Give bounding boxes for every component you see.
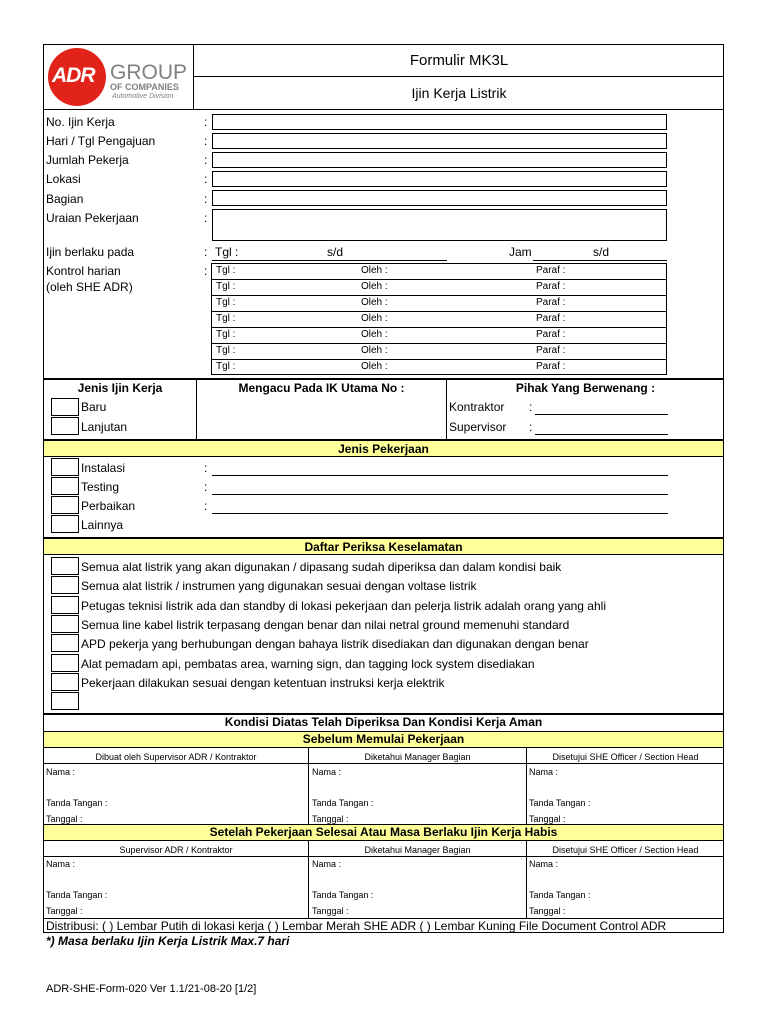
field-colon: : xyxy=(204,480,208,494)
kontraktor-label: Kontraktor xyxy=(449,400,505,414)
before-signature-nama-label: Nama : xyxy=(529,767,559,777)
authority-header: Pihak Yang Berwenang : xyxy=(515,381,656,395)
company-logo xyxy=(48,48,192,106)
field-label-hari-tgl: Hari / Tgl Pengajuan xyxy=(46,134,156,148)
after-signature-nama-label: Nama : xyxy=(529,859,559,869)
daily-control-sublabel: (oleh SHE ADR) xyxy=(46,280,133,294)
validity-time-line[interactable] xyxy=(533,260,667,261)
daily-control-tgl: Tgl : xyxy=(216,329,236,340)
field-label-bagian: Bagian xyxy=(46,192,84,206)
after-signature-nama-label: Nama : xyxy=(312,859,342,869)
daily-control-tgl: Tgl : xyxy=(216,281,236,292)
daily-control-paraf: Paraf : xyxy=(536,265,566,276)
checklist-checkbox[interactable] xyxy=(51,634,79,652)
daily-control-paraf: Paraf : xyxy=(536,361,566,372)
checklist-checkbox[interactable] xyxy=(51,654,79,672)
distribution-text: Distribusi: ( ) Lembar Putih di lokasi kerja ( ) Lembar Merah SHE ADR ( ) Lembar Kuning File Document Control ADR xyxy=(46,919,667,933)
after-signature-ttd-label: Tanda Tangan : xyxy=(529,890,591,900)
daily-control-tgl: Tgl : xyxy=(216,313,236,324)
checklist-item-label: Alat pemadam api, pembatas area, warning sign, dan tagging lock system disediakan xyxy=(81,656,535,671)
validity-jam-label: Jam xyxy=(509,245,532,259)
form-title: Formulir MK3L xyxy=(409,52,509,69)
after-col-supervisor: Supervisor ADR / Kontraktor xyxy=(119,845,233,855)
work-type-input-line[interactable] xyxy=(212,494,668,495)
validity-tgl-label: Tgl : xyxy=(215,245,239,259)
before-header: Sebelum Memulai Pekerjaan xyxy=(302,732,465,746)
uraian-input[interactable] xyxy=(212,209,667,241)
daily-control-row[interactable] xyxy=(212,311,666,326)
checklist-checkbox[interactable] xyxy=(51,673,79,691)
work-type-header: Jenis Pekerjaan xyxy=(338,442,429,456)
lanjutan-label: Lanjutan xyxy=(81,420,128,434)
daily-control-row[interactable] xyxy=(212,263,666,278)
before-col-supervisor: Dibuat oleh Supervisor ADR / Kontraktor xyxy=(95,752,257,762)
jumlah-pekerja-input[interactable] xyxy=(212,152,667,168)
field-label-jumlah-pekerja: Jumlah Pekerja xyxy=(46,153,129,167)
daily-control-oleh: Oleh : xyxy=(361,313,388,324)
daily-control-oleh: Oleh : xyxy=(361,345,388,356)
work-type-checkbox[interactable] xyxy=(51,496,79,514)
daily-control-oleh: Oleh : xyxy=(361,281,388,292)
field-colon: : xyxy=(204,115,208,129)
work-type-label: Testing xyxy=(81,480,120,494)
before-col-manager: Diketahui Manager Bagian xyxy=(364,752,471,762)
after-signature-tanggal-label: Tanggal : xyxy=(46,906,83,916)
after-col-manager: Diketahui Manager Bagian xyxy=(364,845,471,855)
checklist-item-label: Semua line kabel listrik terpasang dengan benar dan nilai netral ground memenuhi standard xyxy=(81,617,570,632)
before-signature-nama-label: Nama : xyxy=(312,767,342,777)
daily-control-row[interactable] xyxy=(212,343,666,358)
ik-reference-header: Mengacu Pada IK Utama No : xyxy=(238,381,405,395)
work-type-input-line[interactable] xyxy=(212,513,668,514)
daily-control-paraf: Paraf : xyxy=(536,313,566,324)
before-signature-tanggal-label: Tanggal : xyxy=(312,814,349,824)
checklist-item-label: Pekerjaan dilakukan sesuai dengan ketentuan instruksi kerja elektrik xyxy=(81,675,445,690)
daily-control-row[interactable] xyxy=(212,279,666,294)
checklist-item-label: APD pekerja yang berhubungan dengan bahaya listrik disediakan dan digunakan dengan benar xyxy=(81,637,589,652)
work-type-input-line[interactable] xyxy=(212,475,668,476)
approval-title: Kondisi Diatas Telah Diperiksa Dan Kondisi Kerja Aman xyxy=(224,715,543,729)
field-colon: : xyxy=(529,420,533,434)
field-label-lokasi: Lokasi xyxy=(46,172,81,186)
permit-type-header: Jenis Ijin Kerja xyxy=(77,381,163,395)
checklist-item-label: Petugas teknisi listrik ada dan standby di lokasi pekerjaan dan pelerja listrik adalah orang yang ahli xyxy=(81,598,606,613)
before-signature-ttd-label: Tanda Tangan : xyxy=(312,798,374,808)
field-colon: : xyxy=(204,192,208,206)
after-signature-ttd-label: Tanda Tangan : xyxy=(312,890,374,900)
field-label-no-ijin: No. Ijin Kerja xyxy=(46,115,115,129)
daily-control-row[interactable] xyxy=(212,359,666,374)
daily-control-label: Kontrol harian xyxy=(46,264,121,278)
daily-control-row[interactable] xyxy=(212,295,666,310)
hari-tgl-input[interactable] xyxy=(212,133,667,149)
lokasi-input[interactable] xyxy=(212,171,667,187)
supervisor-label: Supervisor xyxy=(449,420,507,434)
kontraktor-input-line[interactable] xyxy=(535,414,668,415)
lanjutan-checkbox[interactable] xyxy=(51,417,79,435)
work-type-label: Lainnya xyxy=(81,518,124,532)
field-colon: : xyxy=(529,400,533,414)
daily-control-paraf: Paraf : xyxy=(536,345,566,356)
logo-adr-text: ADR xyxy=(52,64,95,87)
bagian-input[interactable] xyxy=(212,190,667,206)
work-type-label: Instalasi xyxy=(81,461,126,475)
before-signature-ttd-label: Tanda Tangan : xyxy=(46,798,108,808)
before-signature-ttd-label: Tanda Tangan : xyxy=(529,798,591,808)
checklist-checkbox[interactable] xyxy=(51,576,79,594)
daily-control-tgl: Tgl : xyxy=(216,345,236,356)
supervisor-input-line[interactable] xyxy=(535,434,668,435)
before-signature-tanggal-label: Tanggal : xyxy=(46,814,83,824)
after-header: Setelah Pekerjaan Selesai Atau Masa Berlaku Ijin Kerja Habis xyxy=(209,825,558,839)
daily-control-paraf: Paraf : xyxy=(536,297,566,308)
field-colon: : xyxy=(204,211,208,225)
baru-label: Baru xyxy=(81,400,107,414)
validity-date-line[interactable] xyxy=(212,260,447,261)
validity-sd2-label: s/d xyxy=(593,245,610,259)
before-col-she: Disetujui SHE Officer / Section Head xyxy=(552,752,699,762)
checklist-checkbox[interactable] xyxy=(51,692,79,710)
field-colon: : xyxy=(204,499,208,513)
daily-control-paraf: Paraf : xyxy=(536,281,566,292)
after-signature-tanggal-label: Tanggal : xyxy=(529,906,566,916)
daily-control-oleh: Oleh : xyxy=(361,361,388,372)
checklist-item-label: Semua alat listrik / instrumen yang digunakan sesuai dengan voltase listrik xyxy=(81,579,477,594)
daily-control-oleh: Oleh : xyxy=(361,265,388,276)
work-type-checkbox[interactable] xyxy=(51,515,79,533)
logo-of-companies-text: OF COMPANIES xyxy=(110,82,179,92)
work-type-checkbox[interactable] xyxy=(51,477,79,495)
checklist-item-label: Semua alat listrik yang akan digunakan / dipasang sudah diperiksa dan dalam kondisi baik xyxy=(81,560,562,574)
after-signature-tanggal-label: Tanggal : xyxy=(312,906,349,916)
form-subtitle: Ijin Kerja Listrik xyxy=(411,85,507,101)
field-label-uraian: Uraian Pekerjaan xyxy=(46,211,139,225)
work-type-checkbox[interactable] xyxy=(51,458,79,476)
work-type-label: Perbaikan xyxy=(81,499,136,513)
before-signature-nama-label: Nama : xyxy=(46,767,76,777)
daily-control-tgl: Tgl : xyxy=(216,297,236,308)
field-colon: : xyxy=(204,134,208,148)
field-colon: : xyxy=(204,461,208,475)
checklist-checkbox[interactable] xyxy=(51,615,79,633)
validity-sd-label: s/d xyxy=(327,245,344,259)
daily-control-tgl: Tgl : xyxy=(216,361,236,372)
checklist-checkbox[interactable] xyxy=(51,557,79,575)
validity-note: *) Masa berlaku Ijin Kerja Listrik Max.7 hari xyxy=(46,934,290,948)
after-signature-nama-label: Nama : xyxy=(46,859,76,869)
field-colon: : xyxy=(204,153,208,167)
daily-control-paraf: Paraf : xyxy=(536,329,566,340)
logo-group-text: GROUP xyxy=(110,61,188,84)
daily-control-row[interactable] xyxy=(212,327,666,342)
daily-control-oleh: Oleh : xyxy=(361,329,388,340)
daily-control-oleh: Oleh : xyxy=(361,297,388,308)
validity-label: Ijin berlaku pada xyxy=(46,245,135,259)
field-colon: : xyxy=(204,172,208,186)
checklist-header: Daftar Periksa Keselamatan xyxy=(304,540,463,554)
checklist-checkbox[interactable] xyxy=(51,596,79,614)
logo-division-text: Automotive Division xyxy=(112,93,174,100)
field-colon: : xyxy=(204,264,208,278)
field-colon: : xyxy=(204,245,208,259)
after-col-she: Disetujui SHE Officer / Section Head xyxy=(552,845,699,855)
no-ijin-input[interactable] xyxy=(212,114,667,130)
after-signature-ttd-label: Tanda Tangan : xyxy=(46,890,108,900)
baru-checkbox[interactable] xyxy=(51,398,79,416)
daily-control-tgl: Tgl : xyxy=(216,265,236,276)
before-signature-tanggal-label: Tanggal : xyxy=(529,814,566,824)
form-code: ADR-SHE-Form-020 Ver 1.1/21-08-20 [1/2] xyxy=(46,983,257,995)
